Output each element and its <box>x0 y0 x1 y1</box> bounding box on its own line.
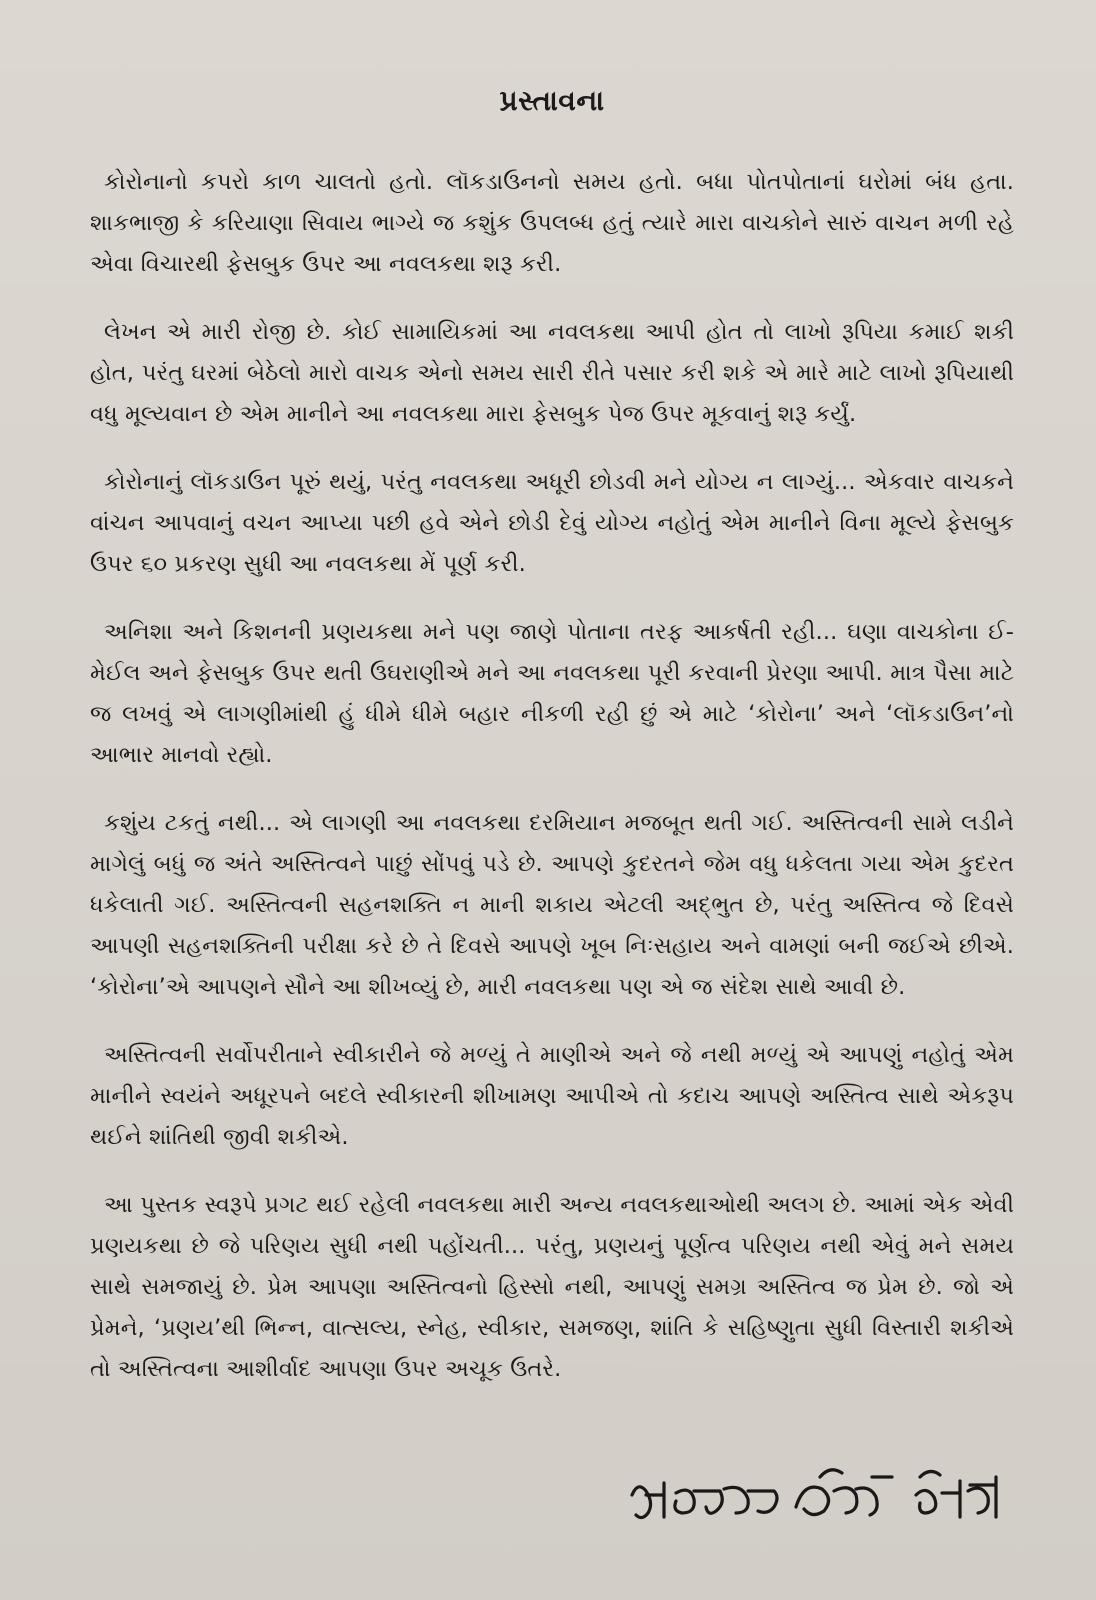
paragraph-7: આ પુસ્તક સ્વરૂપે પ્રગટ થઈ રહેલી નવલકથા મારી અન્ય નવલકથાઓથી અલગ છે. આમાં એક એવી પ્રણયકથા છે જે પરિણય સુધી નથી પહોંચતી... પરંતુ, પ્રણયનું પૂર્ણત્વ પરિણય નથી એવું મને સમય સાથે સમજાયું છે. પ્રેમ આપણા અસ્તિત્વનો હિસ્સો નથી, આપણું સમગ્ર અસ્તિત્વ જ પ્રેમ છે. જો એ પ્રેમને, ‘પ્રણય’થી ભિન્ન, વાત્સલ્ય, સ્નેહ, સ્વીકાર, સમજણ, શાંતિ કે સહિષ્ણુતા સુધી વિસ્તારી શકીએ તો અસ્તિત્વના આશીર્વાદ આપણા ઉપર અચૂક ઉતરે. <box>90 1192 1014 1382</box>
paragraph-5: કશુંય ટકતું નથી... એ લાગણી આ નવલકથા દરમિયાન મજબૂત થતી ગઈ. અસ્તિત્વની સામે લડીને માગેલું બધું જ અંતે અસ્તિત્વને પાછું સોંપવું પડે છે. આપણે કુદરતને જેમ વધુ ધકેલતા ગયા એમ કુદરત ધકેલાતી ગઈ. અસ્તિત્વની સહનશક્તિ ન માની શકાય એટલી અદ્ભુત છે, પરંતુ અસ્તિત્વ જે દિવસે આપણી સહનશક્તિની પરીક્ષા કરે છે તે દિવસે આપણે ખૂબ નિઃસહાય અને વામણાં બની જઈએ છીએ. ‘કોરોના’એ આપણને સૌને આ શીખવ્યું છે, મારી નવલકથા પણ એ જ સંદેશ સાથે આવી છે. <box>90 810 1014 1000</box>
paragraph-2: લેખન એ મારી રોજી છે. કોઈ સામાયિકમાં આ નવલકથા આપી હોત તો લાખો રૂપિયા કમાઈ શકી હોત, પરંતુ ઘરમાં બેઠેલો મારો વાચક એનો સમય સારી રીતે પસાર કરી શકે એ મારે માટે લાખો રૂપિયાથી વધુ મૂલ્યવાન છે એમ માનીને આ નવલકથા મારા ફેસબુક પેજ ઉપર મૂકવાનું શરૂ કર્યું. <box>90 319 1014 427</box>
page-title: પ્રસ્તાવના <box>499 84 605 117</box>
handwritten-signature-image <box>624 1455 1004 1545</box>
paragraph-4: અનિશા અને કિશનની પ્રણયકથા મને પણ જાણે પોતાના તરફ આકર્ષતી રહી... ઘણા વાચકોના ઈ-મેઈલ અને ફેસબુક ઉપર થતી ઉઘરાણીએ મને આ નવલકથા પૂરી કરવાની પ્રેરણા આપી. માત્ર પૈસા માટે જ લખવું એ લાગણીમાંથી હું ધીમે ધીમે બહાર નીકળી રહી છું એ માટે ‘કોરોના’ અને ‘લૉકડાઉન’નો આભાર માનવો રહ્યો. <box>90 619 1014 768</box>
paragraph-6: અસ્તિત્વની સર્વોપરીતાને સ્વીકારીને જે મળ્યું તે માણીએ અને જે નથી મળ્યું એ આપણું નહોતું એમ માનીને સ્વયંને અધૂરપને બદલે સ્વીકારની શીખામણ આપીએ તો કદાચ આપણે અસ્તિત્વ સાથે એકરૂપ થઈને શાંતિથી જીવી શકીએ. <box>90 1042 1014 1150</box>
author-signature <box>624 1455 1004 1545</box>
paragraph-1: કોરોનાનો કપરો કાળ ચાલતો હતો. લૉકડાઉનનો સમય હતો. બધા પોતપોતાનાં ઘરોમાં બંધ હતા. શાકભાજી કે કરિયાણા સિવાય ભાગ્યે જ કશુંક ઉપલબ્ધ હતું ત્યારે મારા વાચકોને સારું વાચન મળી રહે એવા વિચારથી ફેસબુક ઉપર આ નવલકથા શરૂ કરી. <box>90 169 1014 277</box>
paragraph-3: કોરોનાનું લૉકડાઉન પૂરું થયું, પરંતુ નવલકથા અધૂરી છોડવી મને યોગ્ય ન લાગ્યું... એકવાર વાચકને વાંચન આપવાનું વચન આપ્યા પછી હવે એને છોડી દેવું યોગ્ય નહોતું એમ માનીને વિના મૂલ્યે ફેસબુક ઉપર ૬૦ પ્રકરણ સુધી આ નવલકથા મેં પૂર્ણ કરી. <box>90 469 1014 577</box>
preface-body <box>90 162 1014 1390</box>
